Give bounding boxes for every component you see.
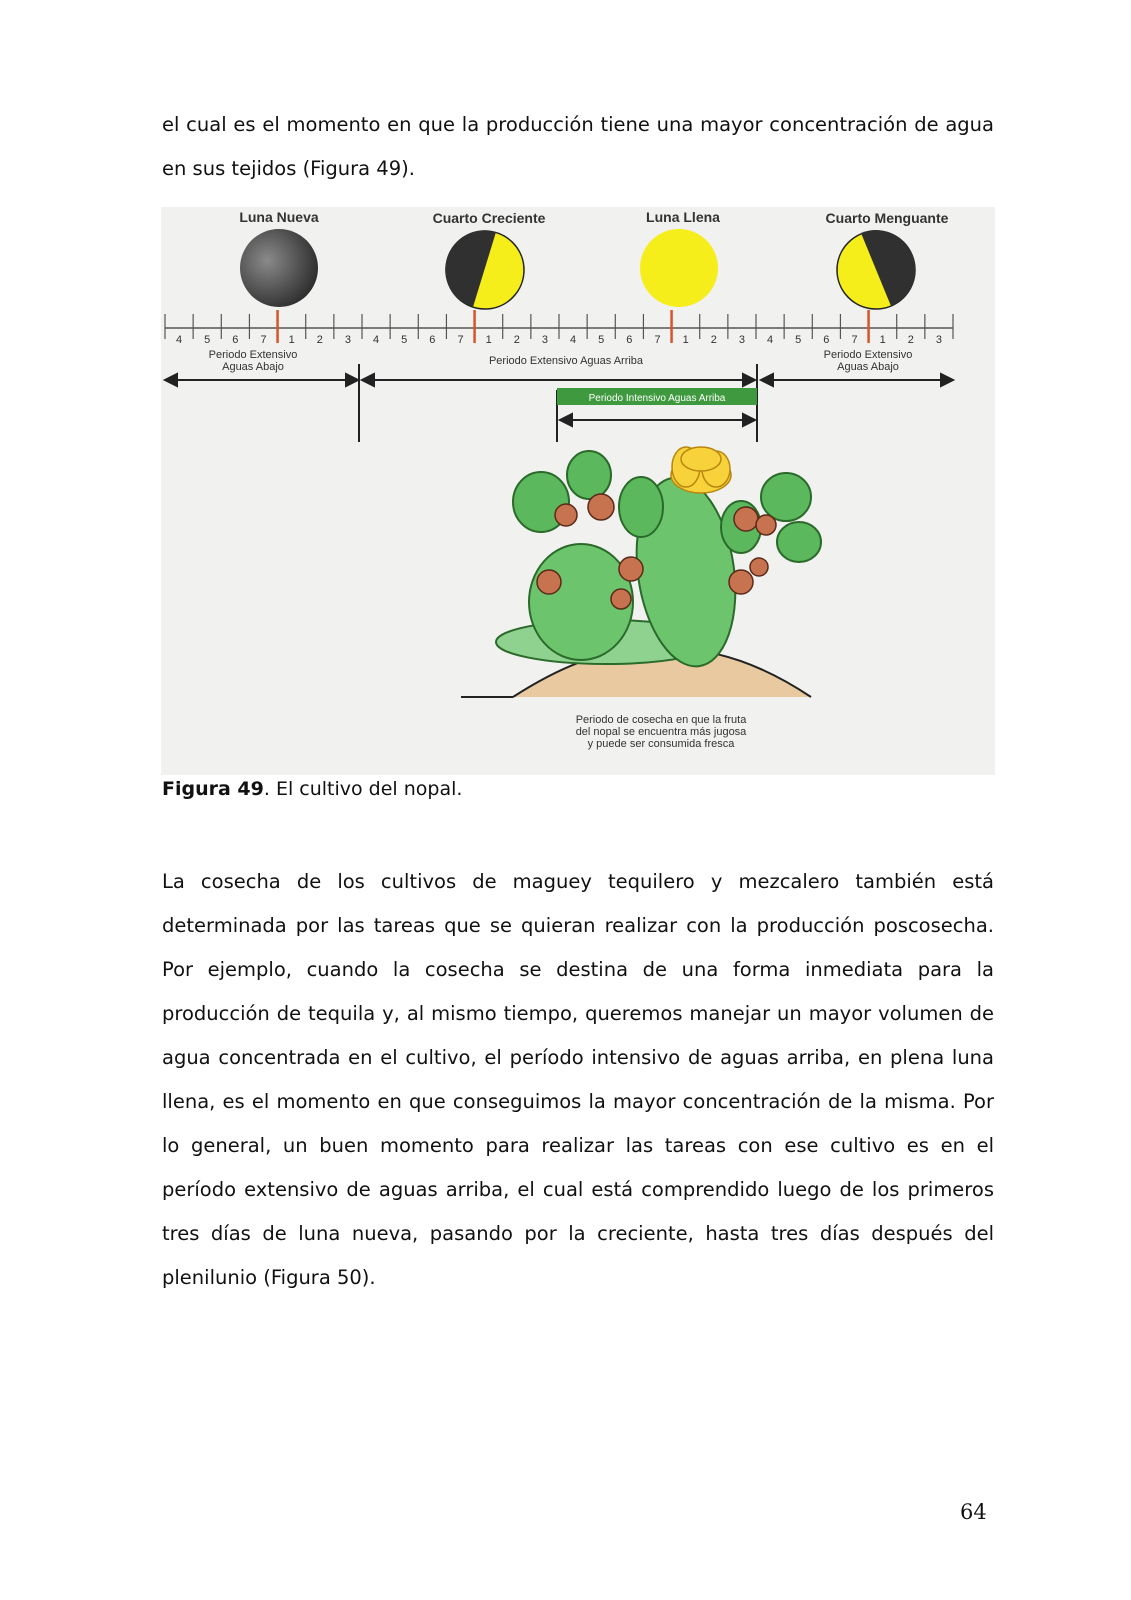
timeline-day-number: 6 <box>626 334 633 346</box>
page-number: 64 <box>960 1500 987 1524</box>
first-quarter-moon-icon <box>445 230 524 309</box>
intensive-period-label: Periodo Intensivo Aguas Arriba <box>588 393 726 404</box>
timeline-day-number: 1 <box>485 334 492 346</box>
period-middle-label: Periodo Extensivo Aguas Arriba <box>488 355 644 367</box>
timeline-day-number: 7 <box>457 334 464 346</box>
timeline-day-number: 3 <box>738 334 745 346</box>
full-moon-icon <box>640 229 718 307</box>
timeline-day-number: 1 <box>682 334 689 346</box>
last-quarter-moon-icon <box>837 230 915 309</box>
figure-caption <box>162 778 462 800</box>
phase-label-last-quarter: Cuarto Menguante <box>825 210 949 226</box>
timeline-day-number: 5 <box>204 334 211 346</box>
phase-label-new-moon: Luna Nueva <box>239 209 319 225</box>
timeline-day-number: 4 <box>767 334 774 346</box>
moon-phase-cactus-figure <box>161 207 995 775</box>
timeline-day-number: 7 <box>851 334 858 346</box>
timeline-day-number: 6 <box>232 334 239 346</box>
timeline-day-number: 6 <box>823 334 830 346</box>
harvest-note: Periodo de cosecha en que la fruta del nopal se encuentra más jugosa y puede ser consumida fresca <box>575 714 747 750</box>
caption-label: Figura 49 <box>162 778 264 800</box>
timeline-day-number: 3 <box>541 334 548 346</box>
timeline-day-number: 2 <box>710 334 717 346</box>
timeline-day-number: 1 <box>288 334 295 346</box>
timeline-day-number: 4 <box>176 334 183 346</box>
intro-paragraph: el cual es el momento en que la producción tiene una mayor concentración de agua en sus tejidos (Figura 49). <box>162 113 994 180</box>
period-right-label: Periodo Extensivo Aguas Abajo <box>823 349 913 373</box>
phase-label-full-moon: Luna Llena <box>646 209 720 225</box>
timeline-day-number: 5 <box>795 334 802 346</box>
timeline-day-number: 5 <box>401 334 408 346</box>
timeline-day-number: 2 <box>513 334 520 346</box>
timeline-day-number: 3 <box>935 334 942 346</box>
timeline-day-number: 6 <box>429 334 436 346</box>
body-paragraph: La cosecha de los cultivos de maguey tequilero y mezcalero también está determinada por las tareas que se quieran realizar con la producción poscosecha. Por ejemplo, cuando la cosecha se destina de una forma inmediata para la producción de tequila y, al mismo tiempo, queremos manejar un mayor volumen de agua concentrada en el cultivo, el período intensivo de aguas arriba, en plena luna llena, es el momento en que conseguimos la mayor concentración de la misma. Por lo general, un buen momento para realizar las tareas con ese cultivo es en el período extensivo de aguas arriba, el cual está comprendido luego de los primeros tres días de luna nueva, pasando por la creciente, hasta tres días después del plenilunio (Figura 50). <box>162 870 994 1289</box>
new-moon-icon <box>240 229 318 307</box>
timeline-day-number: 7 <box>654 334 661 346</box>
timeline-day-number: 4 <box>373 334 380 346</box>
period-left-label: Periodo Extensivo Aguas Abajo <box>208 349 298 373</box>
phase-label-first-quarter: Cuarto Creciente <box>432 210 546 226</box>
timeline-day-number: 3 <box>344 334 351 346</box>
timeline-day-number: 7 <box>260 334 267 346</box>
caption-text: . El cultivo del nopal. <box>263 778 463 800</box>
timeline-day-number: 5 <box>598 334 605 346</box>
timeline-day-number: 2 <box>907 334 914 346</box>
timeline-day-number: 2 <box>316 334 323 346</box>
timeline-day-number: 4 <box>570 334 577 346</box>
timeline-day-number: 1 <box>879 334 886 346</box>
